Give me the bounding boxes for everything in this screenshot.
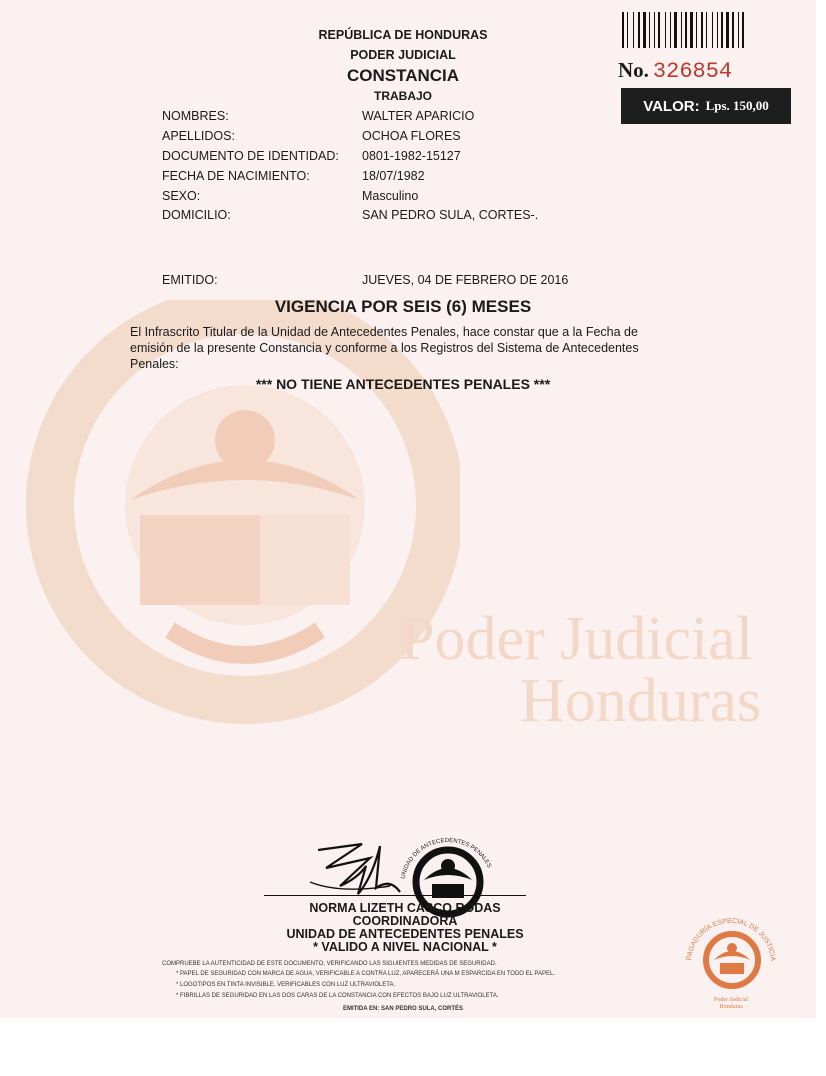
emitido-label: EMITIDO: xyxy=(162,273,218,287)
barcode-bar xyxy=(701,12,703,48)
serial-number xyxy=(618,58,732,84)
barcode-bar xyxy=(690,12,693,48)
barcode-bar xyxy=(649,12,650,48)
certification-line-3: Penales: xyxy=(130,357,179,371)
barcode-bar xyxy=(638,12,640,48)
barcode-bar xyxy=(670,12,671,48)
field-value-apellidos: OCHOA FLORES xyxy=(362,129,461,143)
certification-line-1: El Infrascrito Titular de la Unidad de Antecedentes Penales, hace constar que a la Fecha de xyxy=(130,325,638,339)
result-text: *** NO TIENE ANTECEDENTES PENALES *** xyxy=(255,376,551,392)
certification-line-2: emisión de la presente Constancia y conforme a los Registros del Sistema de Antecedentes xyxy=(130,341,639,355)
seal-caption-line1: Poder Judicial xyxy=(713,997,749,1003)
signer-position: COORDINADORA xyxy=(352,914,458,928)
field-label-fecha-nacimiento: FECHA DE NACIMIENTO: xyxy=(162,169,310,183)
barcode-bar xyxy=(717,12,718,48)
seal-caption xyxy=(676,997,786,1011)
field-value-fecha-nacimiento: 18/07/1982 xyxy=(362,169,425,183)
signer-unit: UNIDAD DE ANTECEDENTES PENALES xyxy=(286,927,524,941)
field-value-sexo: Masculino xyxy=(362,189,419,203)
barcode-bar xyxy=(685,12,687,48)
field-label-documento: DOCUMENTO DE IDENTIDAD: xyxy=(162,149,339,163)
header-republic: REPÚBLICA DE HONDURAS xyxy=(318,28,488,42)
valor-amount: Lps. 150,00 xyxy=(705,98,769,113)
barcode-bar xyxy=(633,12,634,48)
barcode-bar xyxy=(658,12,660,48)
field-label-nombres: NOMBRES: xyxy=(162,109,229,123)
security-item-2: * LOGOTIPOS EN TINTA INVISIBLE, VERIFICABLES CON LUZ ULTRAVIOLETA. xyxy=(176,982,396,988)
vigencia-heading: VIGENCIA POR SEIS (6) MESES xyxy=(274,297,532,316)
barcode-bar xyxy=(721,12,723,48)
serial-value: 326854 xyxy=(652,59,733,84)
security-item-3: * FIBRILLAS DE SEGURIDAD EN LAS DOS CARAS DE LA CONSTANCIA CON EFECTOS BAJO LUZ ULTRAVIOLETA. xyxy=(176,993,499,999)
watermark-text-line2: Honduras xyxy=(520,667,762,735)
watermark-text-line1: Poder Judicial xyxy=(400,605,753,673)
emitido-value: JUEVES, 04 DE FEBRERO DE 2016 xyxy=(362,273,569,287)
barcode-bar xyxy=(622,12,624,48)
header-branch: PODER JUDICIAL xyxy=(350,48,456,62)
barcode-bar xyxy=(732,12,734,48)
security-item-1: * PAPEL DE SEGURIDAD CON MARCA DE AGUA, VERIFICABLE A CONTRA LUZ, APARECERÁ UNA M ESPARCIDA EN TODO EL PAPEL. xyxy=(176,971,555,977)
barcode-bar xyxy=(674,12,677,48)
barcode-bar xyxy=(726,12,729,48)
barcode xyxy=(622,12,768,48)
signer-name: NORMA LIZETH CASCO RODAS xyxy=(309,901,501,915)
stamp-arc-text: UNIDAD DE ANTECEDENTES PENALES xyxy=(400,837,492,880)
signature-scribble xyxy=(300,838,410,900)
barcode-bar xyxy=(742,12,744,48)
barcode-bar xyxy=(665,12,666,48)
document-subtitle: TRABAJO xyxy=(373,89,432,103)
issued-location: EMITIDA EN: SAN PEDRO SULA, CORTÉS xyxy=(342,1006,464,1012)
seal-arc-text: PAGADURÍA ESPECIAL DE JUSTICIA xyxy=(686,917,777,962)
certification-text xyxy=(130,324,639,372)
valor-label: VALOR: xyxy=(643,97,700,115)
barcode-bar xyxy=(627,12,628,48)
barcode-bar xyxy=(738,12,739,48)
field-label-sexo: SEXO: xyxy=(162,189,201,203)
field-value-documento: 0801-1982-15127 xyxy=(362,149,461,163)
document-title: CONSTANCIA xyxy=(346,66,460,85)
barcode-bar xyxy=(643,12,646,48)
field-label-apellidos: APELLIDOS: xyxy=(162,129,235,143)
barcode-bar xyxy=(681,12,682,48)
field-value-domicilio: SAN PEDRO SULA, CORTES-. xyxy=(362,208,539,222)
signature-block xyxy=(220,902,590,954)
barcode-bar xyxy=(706,12,707,48)
barcode-bar xyxy=(712,12,713,48)
signature-line xyxy=(264,895,526,896)
field-label-domicilio: DOMICILIO: xyxy=(162,208,231,222)
validity-note: * VALIDO A NIVEL NACIONAL * xyxy=(313,940,497,954)
barcode-bar xyxy=(696,12,697,48)
security-intro: COMPRUEBE LA AUTENTICIDAD DE ESTE DOCUMENTO, VERIFICANDO LAS SIGUIENTES MEDIDAS DE SEGURIDAD. xyxy=(162,961,497,967)
barcode-bar xyxy=(654,12,655,48)
seal-caption-line2: Honduras xyxy=(719,1004,743,1010)
field-value-nombres: WALTER APARICIO xyxy=(362,109,475,123)
valor-badge xyxy=(621,88,791,124)
serial-prefix: No. xyxy=(618,58,649,82)
